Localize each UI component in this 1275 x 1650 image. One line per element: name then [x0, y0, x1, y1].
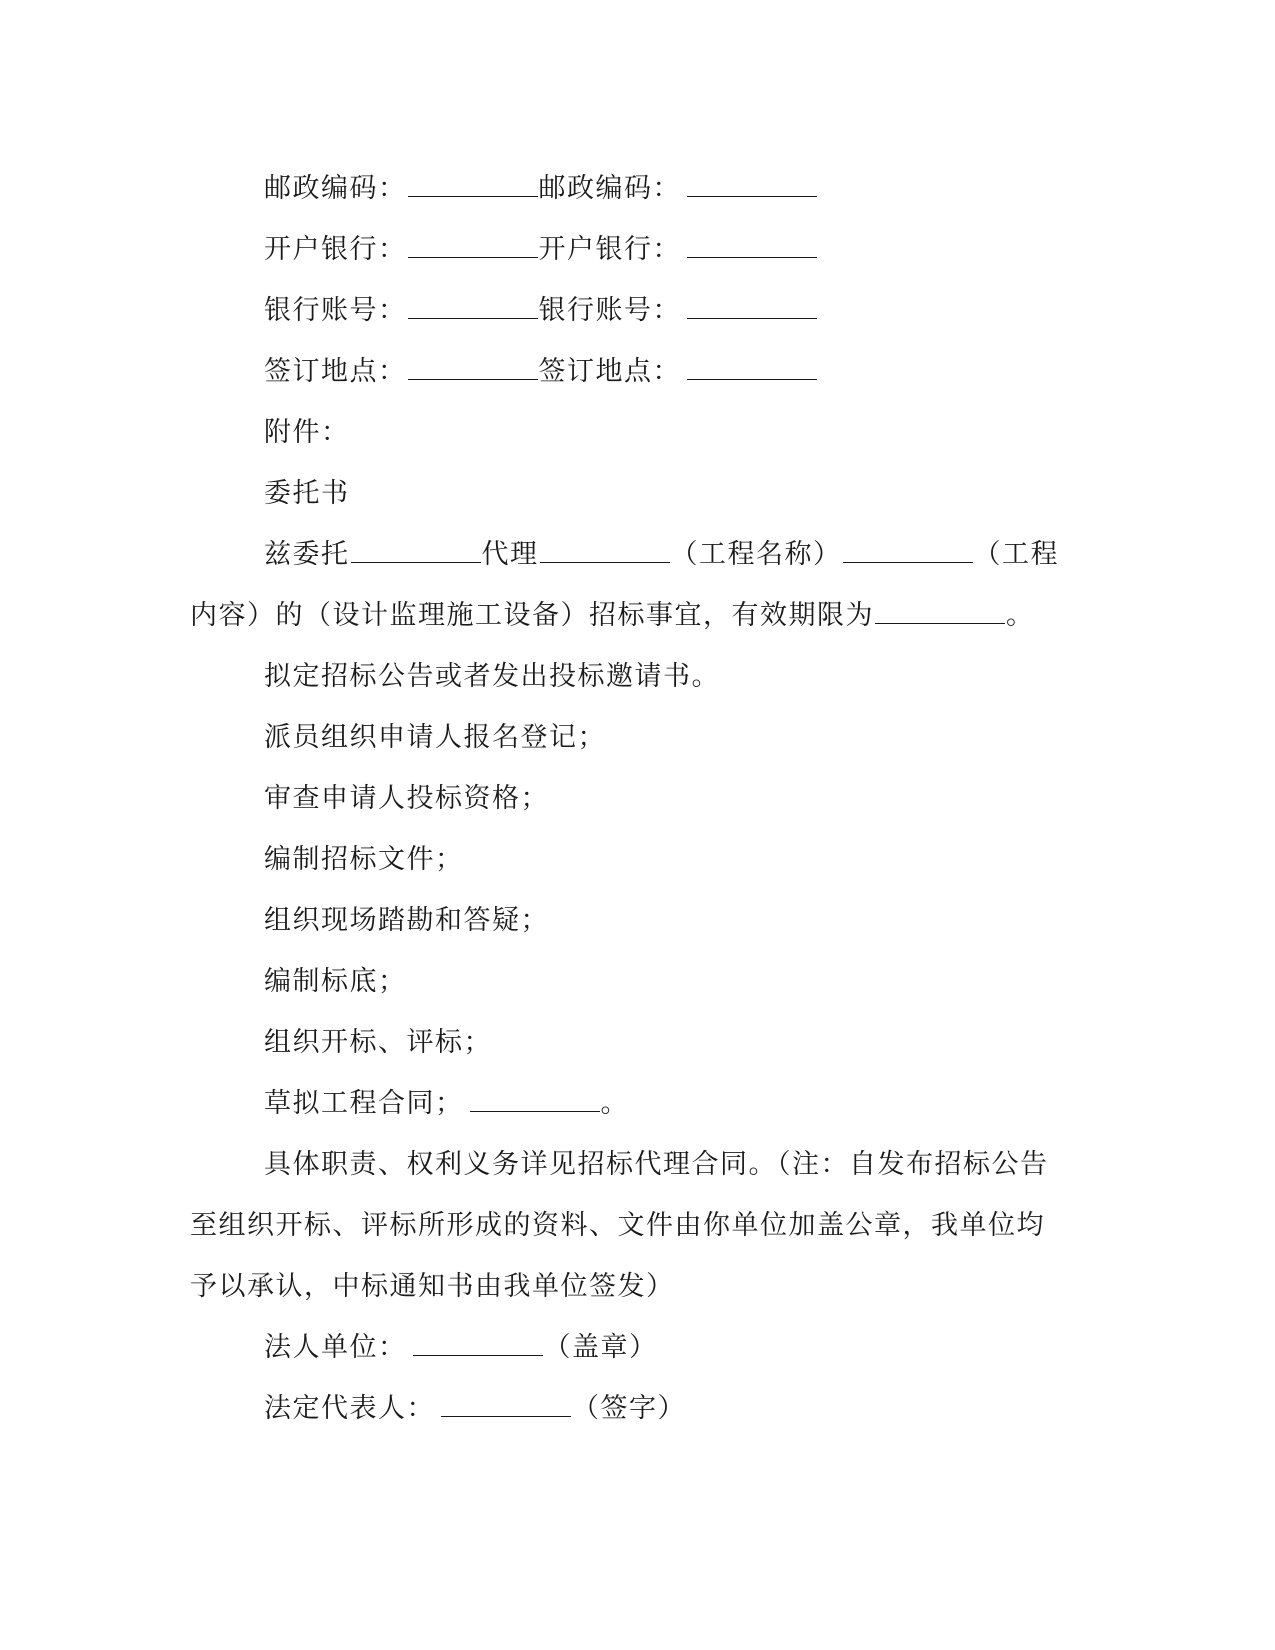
bank-label-a: 开户银行： — [264, 234, 407, 265]
sign-place-label-a: 签订地点： — [264, 356, 407, 387]
postal-code-label-b: 邮政编码： — [538, 173, 681, 204]
legal-unit-blank[interactable] — [413, 1335, 543, 1356]
seal-note: （盖章） — [543, 1332, 658, 1363]
postal-code-label-a: 邮政编码： — [264, 173, 407, 204]
postal-code-blank-b[interactable] — [687, 176, 817, 197]
account-blank-a[interactable] — [408, 298, 538, 319]
account-row — [190, 280, 1080, 341]
sign-place-blank-a[interactable] — [408, 359, 538, 380]
list-item: 组织现场踏勘和答疑； — [264, 905, 549, 936]
sign-place-blank-b[interactable] — [687, 359, 817, 380]
project-content-blank[interactable] — [843, 542, 973, 563]
list-item: 派员组织申请人报名登记； — [264, 722, 606, 753]
representative-row — [190, 1378, 1080, 1439]
document-body — [190, 158, 1080, 1439]
entrust-paragraph-line1 — [190, 524, 1080, 585]
entrusted-party-blank[interactable] — [351, 542, 481, 563]
account-blank-b[interactable] — [687, 298, 817, 319]
list-item: 编制标底； — [264, 966, 407, 997]
attachment-label: 附件： — [264, 417, 350, 448]
sign-place-label-b: 签订地点： — [538, 356, 681, 387]
representative-label: 法定代表人： — [264, 1393, 435, 1424]
postal-code-row — [190, 158, 1080, 219]
project-name-blank[interactable] — [540, 542, 670, 563]
entrust-text-4: （工程 — [973, 539, 1059, 570]
representative-blank[interactable] — [441, 1396, 571, 1417]
list-item: 审查申请人投标资格； — [264, 783, 549, 814]
draft-contract-blank[interactable] — [470, 1091, 600, 1112]
bank-blank-a[interactable] — [408, 237, 538, 258]
note-line3: 予以承认，中标通知书由我单位签发） — [190, 1271, 675, 1302]
entrust-text-5: 内容）的（设计监理施工设备）招标事宜，有效期限为 — [190, 600, 874, 631]
entrust-text-6: 。 — [1006, 600, 1035, 631]
sign-note: （签字） — [572, 1393, 686, 1424]
entrust-text-1: 兹委托 — [264, 539, 350, 570]
entrust-paragraph-line2 — [190, 585, 1080, 646]
entrust-text-2: 代理 — [481, 539, 539, 570]
bank-label-b: 开户银行： — [538, 234, 681, 265]
list-item: 拟定招标公告或者发出投标邀请书。 — [264, 661, 720, 692]
draft-contract-label: 草拟工程合同； — [264, 1088, 464, 1119]
entrust-text-3: （工程名称） — [670, 539, 842, 570]
legal-unit-label: 法人单位： — [264, 1332, 407, 1363]
list-item: 组织开标、评标； — [264, 1027, 492, 1058]
account-label-b: 银行账号： — [538, 295, 681, 326]
legal-unit-row — [190, 1317, 1080, 1378]
bank-row — [190, 219, 1080, 280]
account-label-a: 银行账号： — [264, 295, 407, 326]
bank-blank-b[interactable] — [687, 237, 817, 258]
sign-place-row — [190, 341, 1080, 402]
draft-contract-end: 。 — [600, 1088, 629, 1119]
postal-code-blank-a[interactable] — [408, 176, 538, 197]
entrust-title: 委托书 — [264, 478, 350, 509]
note-line2: 至组织开标、评标所形成的资料、文件由你单位加盖公章，我单位均 — [190, 1210, 1045, 1241]
draft-contract-row — [190, 1073, 1080, 1134]
note-line1: 具体职责、权利义务详见招标代理合同。（注：自发布招标公告 — [264, 1149, 1049, 1180]
validity-period-blank[interactable] — [875, 603, 1005, 624]
list-item: 编制招标文件； — [264, 844, 464, 875]
